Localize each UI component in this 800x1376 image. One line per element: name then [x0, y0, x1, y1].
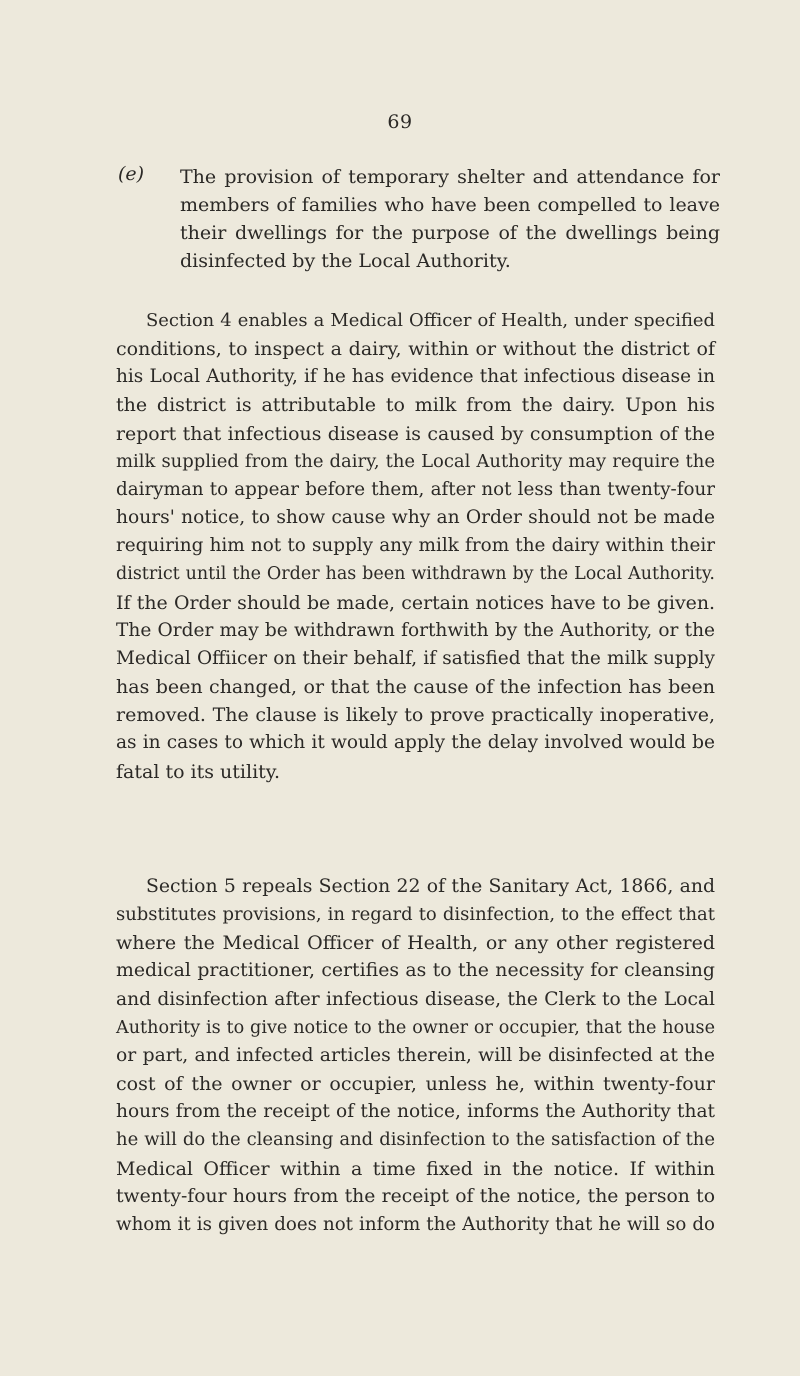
text-line: medical practitioner, certifies as to the necessity for cleansing [116, 960, 715, 982]
text-line: Section 4 enables a Medical Officer of Health, under specified [146, 310, 715, 331]
text-line: substitutes provisions, in regard to disinfection, to the effect that [116, 904, 715, 926]
text-line: his Local Authority, if he has evidence that infectious disease in [116, 366, 715, 388]
page-number: 69 [387, 111, 413, 133]
text-line: The Order may be withdrawn forthwith by the Authority, or the [116, 619, 715, 641]
text-line: Medical Offiicer on their behalf, if satisfied that the milk supply [116, 647, 715, 669]
text-line: he will do the cleansing and disinfection to the satisfaction of the [116, 1129, 715, 1151]
text-line: conditions, to inspect a dairy, within or without the district of [116, 338, 715, 361]
text-line: or part, and infected articles therein, will be disinfected at the [116, 1044, 715, 1066]
text-line: whom it is given does not inform the Authority that he will so do [116, 1213, 715, 1235]
text-line: and disinfection after infectious disease, the Clerk to the Local [116, 988, 715, 1010]
text-line: their dwellings for the purpose of the dwellings being [180, 222, 720, 244]
text-line: Authority is to give notice to the owner or occupier, that the house [116, 1017, 715, 1038]
list-item-marker: (e) [118, 163, 145, 185]
text-line: as in cases to which it would apply the delay involved would be [116, 732, 715, 754]
text-line: Medical Officer within a time fixed in the notice. If within [116, 1157, 715, 1180]
text-line: fatal to its utility. [116, 760, 281, 783]
text-line: where the Medical Officer of Health, or any other registered [116, 932, 715, 955]
text-line: If the Order should be made, certain notices have to be given. [116, 591, 715, 614]
list-item-text [180, 163, 720, 275]
text-line: district until the Order has been withdrawn by the Local Authority. [116, 564, 715, 585]
text-line: milk supplied from the dairy, the Local Authority may require the [116, 450, 715, 472]
text-line: has been changed, or that the cause of the infection has been [116, 676, 715, 699]
text-line: The provision of temporary shelter and attendance for [180, 166, 720, 188]
text-line: requiring him not to supply any milk from the dairy within their [116, 535, 715, 557]
text-line: hours from the receipt of the notice, informs the Authority that [116, 1101, 715, 1123]
text-line: members of families who have been compelled to leave [180, 194, 720, 216]
text-line: disinfected by the Local Authority. [180, 250, 511, 272]
paragraph-section-4 [116, 307, 715, 786]
paragraph-section-5 [116, 873, 715, 1239]
text-line: removed. The clause is likely to prove practically inoperative, [116, 704, 715, 727]
text-line: report that infectious disease is caused by consumption of the [116, 422, 715, 445]
text-line: hours' notice, to show cause why an Order should not be made [116, 507, 715, 529]
text-line: cost of the owner or occupier, unless he, within twenty-four [116, 1073, 715, 1096]
text-line: the district is attributable to milk from the dairy. Upon his [116, 394, 715, 417]
text-line: twenty-four hours from the receipt of the notice, the person to [116, 1185, 715, 1207]
text-line: dairyman to appear before them, after not less than twenty-four [116, 478, 715, 500]
text-line: Section 5 repeals Section 22 of the Sanitary Act, 1866, and [146, 876, 715, 897]
